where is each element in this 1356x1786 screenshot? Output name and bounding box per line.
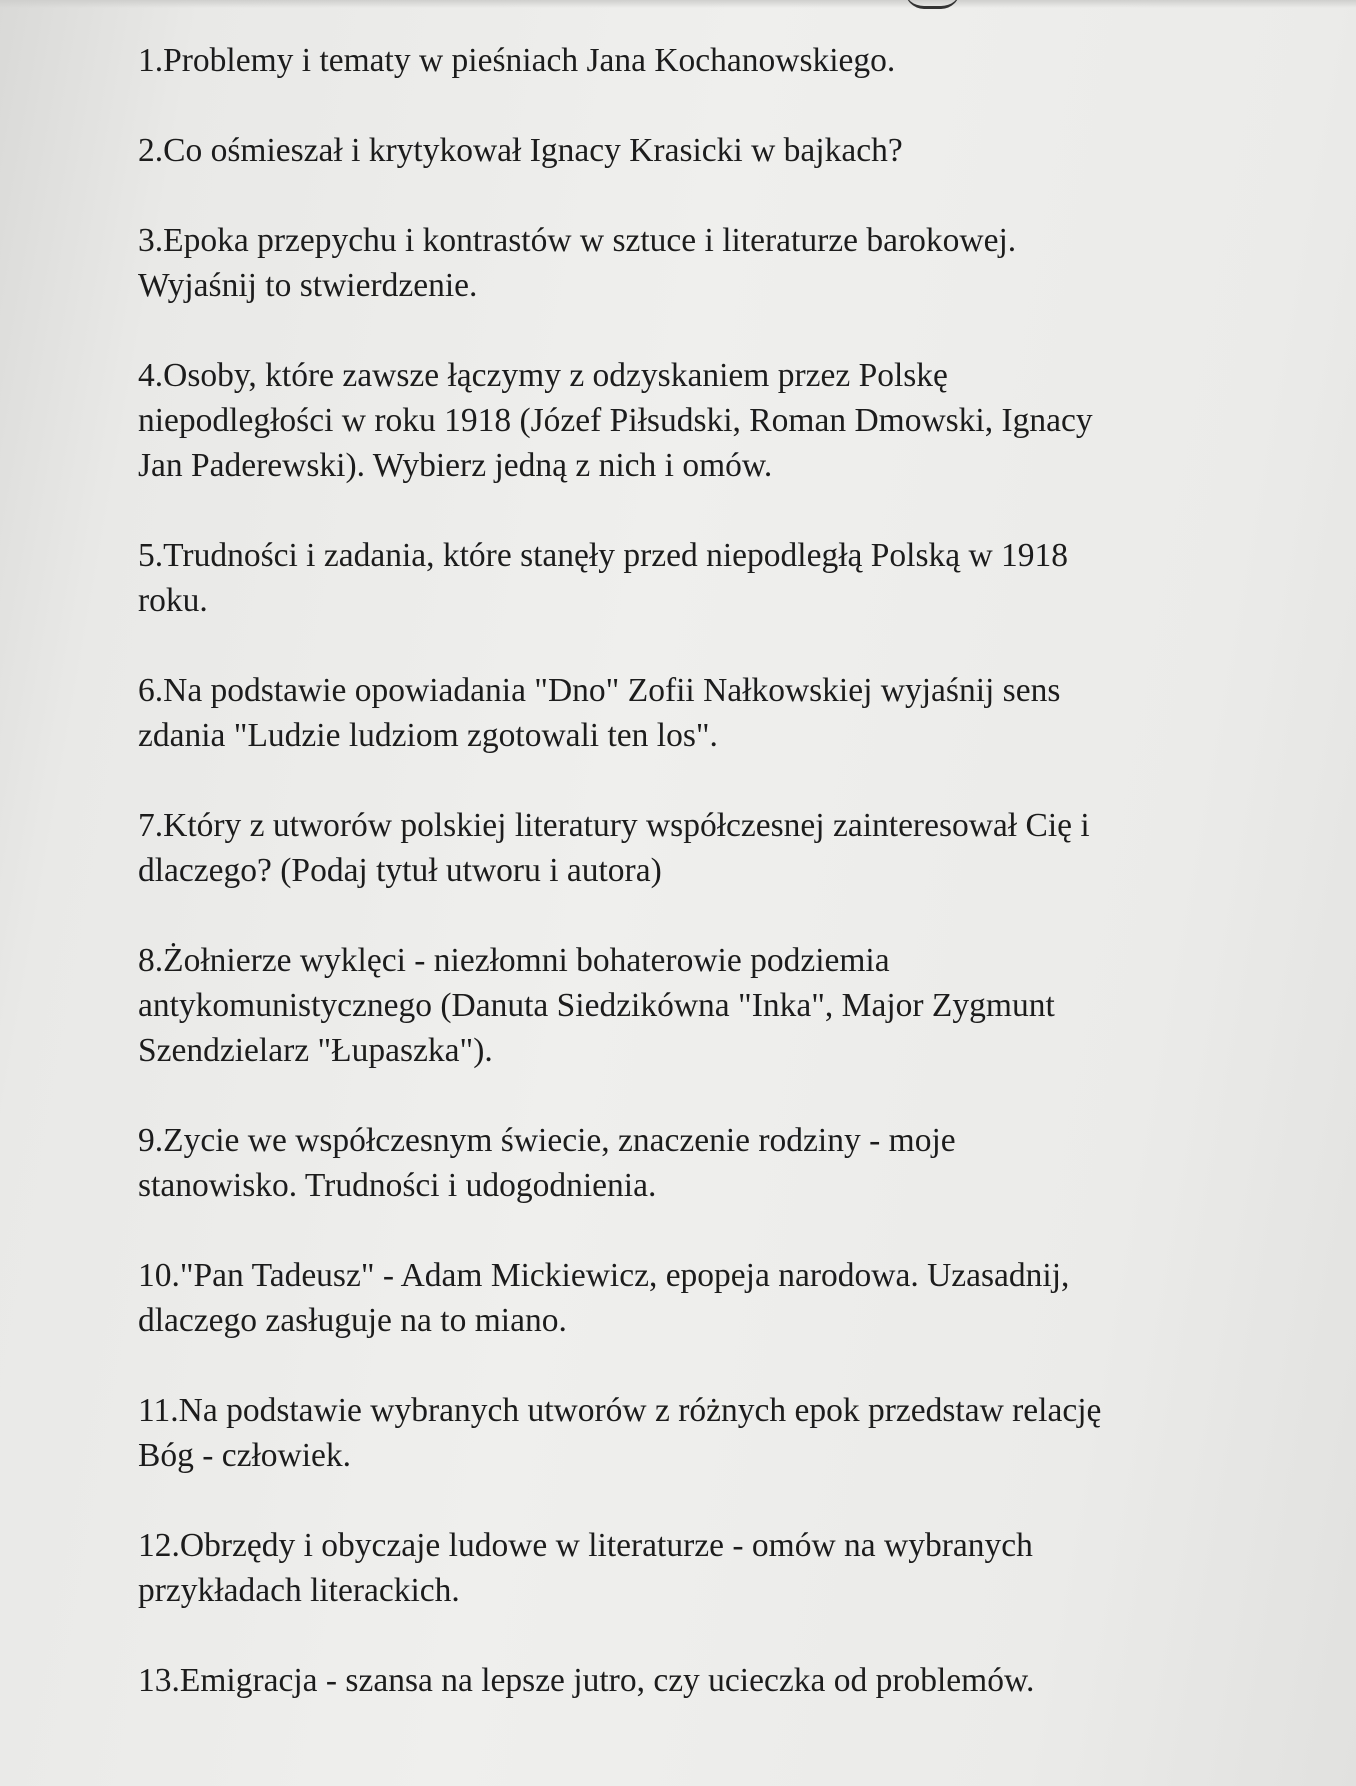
question-item: [138, 938, 1218, 1073]
question-number: 7.: [138, 807, 164, 844]
question-item: [138, 38, 1218, 83]
question-item: [138, 1388, 1218, 1478]
question-number: 1.: [138, 42, 164, 79]
question-text: Trudności i zadania, które stanęły przed niepodległą Polską w 1918 roku.: [138, 537, 1069, 619]
question-item: [138, 218, 1218, 308]
question-item: [138, 1658, 1218, 1703]
question-number: 3.: [138, 222, 164, 259]
question-number: 2.: [138, 132, 164, 169]
question-item: [138, 803, 1218, 893]
question-number: 5.: [138, 537, 164, 574]
question-item: [138, 533, 1218, 623]
question-text: Problemy i tematy w pieśniach Jana Kochanowskiego.: [163, 42, 896, 79]
question-text: Co ośmieszał i krytykował Ignacy Krasicki w bajkach?: [163, 132, 903, 169]
question-item: [138, 1253, 1218, 1343]
question-text: Osoby, które zawsze łączymy z odzyskaniem przez Polskę niepodległości w roku 1918 (Józef Piłsudski, Roman Dmowski, Ignacy Jan Paderewski). Wybierz jedną z nich i omów.: [138, 357, 1093, 484]
question-list: [138, 38, 1218, 1748]
question-text: Na podstawie opowiadania "Dno" Zofii Nałkowskiej wyjaśnij sens zdania "Ludzie ludziom zgotowali ten los".: [138, 672, 1061, 754]
question-item: [138, 668, 1218, 758]
question-number: 4.: [138, 357, 164, 394]
question-number: 11.: [138, 1392, 179, 1429]
question-item: [138, 353, 1218, 488]
question-number: 13.: [138, 1662, 180, 1699]
question-text: Zycie we współczesnym świecie, znaczenie rodziny - moje stanowisko. Trudności i udogodnienia.: [138, 1122, 956, 1204]
question-text: Który z utworów polskiej literatury współczesnej zainteresował Cię i dlaczego? (Podaj tytuł utworu i autora): [138, 807, 1090, 889]
question-text: Emigracja - szansa na lepsze jutro, czy ucieczka od problemów.: [179, 1662, 1035, 1699]
question-number: 12.: [138, 1527, 180, 1564]
question-text: Epoka przepychu i kontrastów w sztuce i literaturze barokowej. Wyjaśnij to stwierdzenie.: [138, 222, 1017, 304]
question-number: 10.: [138, 1257, 180, 1294]
question-text: "Pan Tadeusz" - Adam Mickiewicz, epopeja narodowa. Uzasadnij, dlaczego zasługuje na to miano.: [138, 1257, 1070, 1339]
question-number: 9.: [138, 1122, 164, 1159]
question-text: Obrzędy i obyczaje ludowe w literaturze - omów na wybranych przykładach literackich.: [138, 1527, 1033, 1609]
paper-top-edge: [0, 0, 1356, 8]
question-number: 6.: [138, 672, 164, 709]
question-text: Żołnierze wyklęci - niezłomni bohaterowie podziemia antykomunistycznego (Danuta Siedzikówna "Inka", Major Zygmunt Szendzielarz "Łupaszka").: [138, 942, 1055, 1069]
question-number: 8.: [138, 942, 164, 979]
question-item: [138, 1118, 1218, 1208]
question-item: [138, 128, 1218, 173]
question-text: Na podstawie wybranych utworów z różnych epok przedstaw relację Bóg - człowiek.: [138, 1392, 1102, 1474]
question-item: [138, 1523, 1218, 1613]
